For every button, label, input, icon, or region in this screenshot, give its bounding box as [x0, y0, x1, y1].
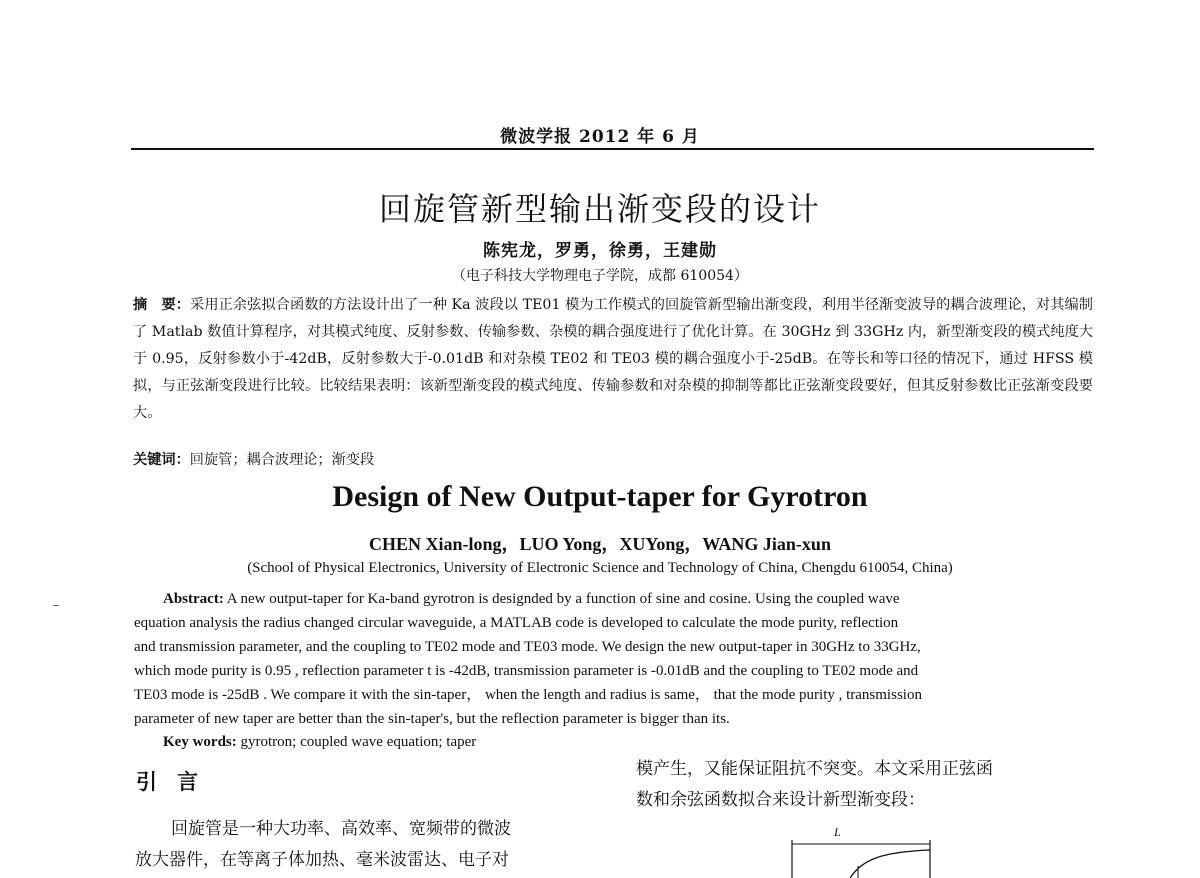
- en-abstract: [134, 587, 1094, 731]
- margin-mark: [53, 605, 59, 606]
- cn-keywords-label: 关键词：: [133, 452, 190, 468]
- cn-authors: 陈宪龙，罗勇，徐勇，王建勋: [483, 241, 717, 261]
- en-abstract-line: and transmission parameter, and the coupling to TE02 mode and TE03 mode. We design the new output-taper in 30GHz to 33GHz,: [134, 639, 921, 655]
- body-line: 数和余弦函数拟合来设计新型渐变段：: [636, 790, 925, 810]
- en-abstract-line: parameter of new taper are better than the sin-taper's, but the reflection parameter is bigger than its.: [134, 711, 730, 727]
- en-keywords-label: Key words:: [163, 734, 237, 750]
- taper-figure: [780, 822, 960, 878]
- cn-title: 回旋管新型输出渐变段的设计: [378, 190, 821, 228]
- body-line: 放大器件，在等离子体加热、毫米波雷达、电子对: [135, 850, 509, 870]
- section-heading-introduction: 引言: [136, 770, 218, 794]
- right-column-body: [636, 754, 1096, 816]
- cn-keywords-text: 回旋管；耦合波理论；渐变段: [189, 452, 375, 468]
- figure-label-L: L: [834, 825, 841, 839]
- body-line: 回旋管是一种大功率、高效率、宽频带的微波: [171, 819, 511, 839]
- taper-curve: [850, 850, 930, 878]
- cn-abstract: [133, 292, 1093, 427]
- cn-affiliation: （电子科技大学物理电子学院，成都 610054）: [452, 268, 748, 284]
- en-abstract-line: TE03 mode is -25dB . We compare it with the sin-taper， when the length and radius is same， that the mode purity , transmission: [134, 687, 922, 703]
- en-title: Design of New Output-taper for Gyrotron: [332, 480, 868, 513]
- en-abstract-text: A new output-taper for Ka-band gyrotron is designded by a function of sine and cosine. Using the coupled wave: [226, 591, 900, 607]
- body-line: 模产生，又能保证阻抗不突变。本文采用正弦函: [636, 759, 993, 779]
- cn-keywords: [133, 449, 1093, 471]
- en-abstract-line: which mode purity is 0.95 , reflection parameter t is -42dB, transmission parameter is -0.01dB and the coupling to TE02 mode and: [134, 663, 919, 679]
- en-abstract-line: [134, 587, 1094, 611]
- header-rule: [131, 148, 1094, 150]
- left-column-body: [135, 814, 595, 876]
- cn-abstract-label: 摘 要：: [133, 297, 191, 313]
- en-authors: CHEN Xian-long，LUO Yong，XUYong，WANG Jian-xun: [369, 534, 831, 554]
- en-abstract-line: equation analysis the radius changed circular waveguide, a MATLAB code is developed to calculate the mode purity, reflection: [134, 615, 899, 631]
- en-keywords: [163, 731, 1063, 753]
- en-affiliation: (School of Physical Electronics, University of Electronic Science and Technology of China, Chengdu 610054, China): [247, 560, 953, 576]
- en-keywords-text: gyrotron; coupled wave equation; taper: [240, 734, 477, 750]
- en-abstract-label: Abstract:: [163, 591, 224, 607]
- journal-header: 微波学报 2012 年 6 月: [500, 127, 700, 147]
- cn-abstract-text: 采用正余弦拟合函数的方法设计出了一种 Ka 波段以 TE01 模为工作模式的回旋管新型输出渐变段，利用半径渐变波导的耦合波理论，对其编制了 Matlab 数值计算程序，对其模式纯度、反射参数、传输参数、杂模的耦合强度进行了优化计算。在 30GHz 到 33GHz 内，新型渐变段的模式纯度大于 0.95，反射参数小于-42dB，反射参数大于-0.01dB 和对杂模 TE02 和 TE03 模的耦合强度小于-25dB。在等长和等口径的情况下，通过 HFSS 模拟，与正弦渐变段进行比较。比较结果表明：该新型渐变段的模式纯度、传输参数和对杂模的抑制等都比正弦渐变段要好，但其反射参数比正弦渐变段要大。: [133, 297, 1093, 421]
